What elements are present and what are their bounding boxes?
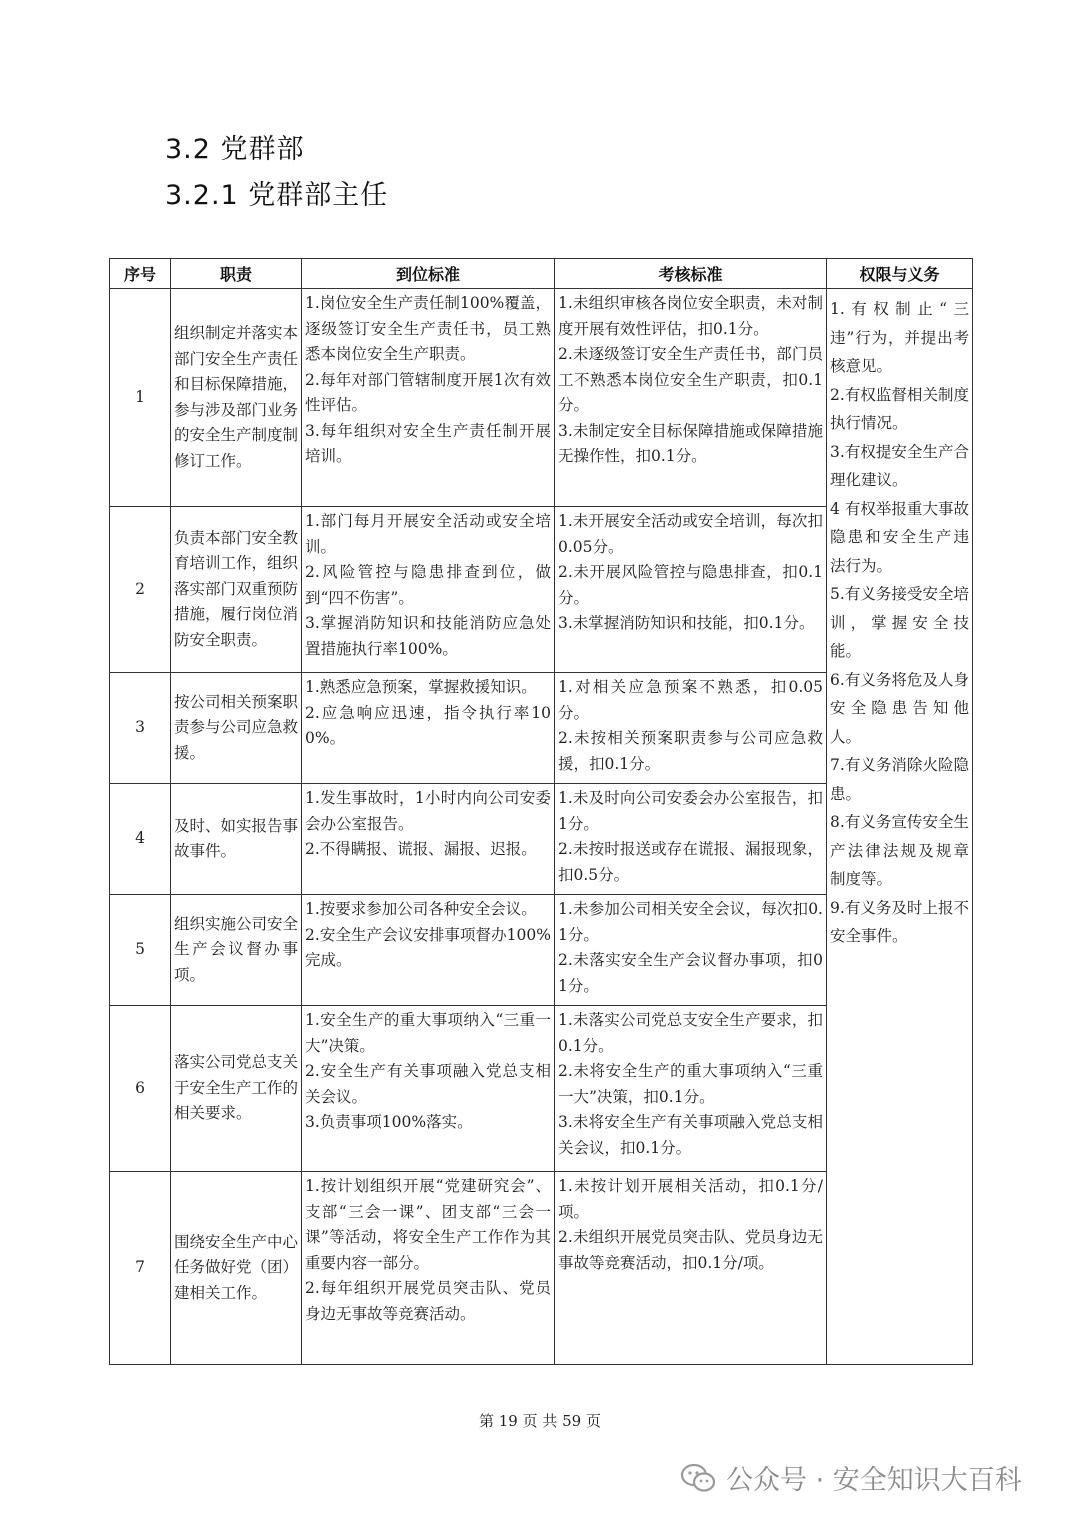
assessment-cell	[555, 673, 827, 784]
assessment-item: 3.未将安全生产有关事项融入党总支相关会议，扣0.1分。	[558, 1113, 823, 1157]
standard-item: 2.安全生产有关事项融入党总支相关会议。	[305, 1062, 551, 1106]
rights-item: 5.有义务接受安全培训，掌握安全技能。	[830, 585, 969, 660]
header-rights: 权限与义务	[827, 259, 973, 289]
duty-cell: 组织制定并落实本部门安全生产责任和目标保障措施，参与涉及部门业务的安全生产制度制修订工作。	[171, 289, 302, 507]
table-header-row	[110, 259, 973, 289]
duty-cell: 组织实施公司安全生产会议督办事项。	[171, 895, 302, 1006]
row-number: 6	[110, 1006, 171, 1172]
assessment-cell	[555, 784, 827, 895]
row-number: 3	[110, 673, 171, 784]
standard-item: 2.安全生产会议安排事项督办100%完成。	[305, 925, 551, 969]
assessment-item: 2.未落实安全生产会议督办事项，扣0 1分。	[558, 951, 823, 995]
standard-item: 1.安全生产的重大事项纳入“三重一大”决策。	[305, 1011, 551, 1055]
row-number: 5	[110, 895, 171, 1006]
page-number: 第 19 页 共 59 页	[478, 1412, 601, 1430]
standard-cell	[302, 895, 555, 1006]
duty-cell: 及时、如实报告事故事件。	[171, 784, 302, 895]
standard-item: 2.不得瞒报、谎报、漏报、迟报。	[305, 840, 537, 858]
assessment-item: 1.未按计划开展相关活动，扣0.1分/项。	[558, 1177, 823, 1221]
standard-item: 2.风险管控与隐患排查到位，做到“四不伤害”。	[305, 563, 551, 607]
assessment-cell	[555, 507, 827, 673]
standard-item: 1.熟悉应急预案，掌握救援知识。	[305, 678, 537, 696]
assessment-item: 2.未逐级签订安全生产责任书，部门员工不熟悉本岗位安全生产职责，扣0.1分。	[558, 345, 823, 414]
standard-item: 1.按计划组织开展“党建研究会”、支部“三会一课”、团支部“三会一课”等活动，将安全生产工作作为其重要内容一部分。	[305, 1177, 551, 1272]
standard-item: 2.每年组织开展党员突击队、党员身边无事故等竞赛活动。	[305, 1279, 551, 1323]
assessment-item: 2.未将安全生产的重大事项纳入“三重一大”决策，扣0.1分。	[558, 1062, 823, 1106]
standard-item: 1.部门每月开展安全活动或安全培训。	[305, 512, 551, 556]
watermark-text: 公众号 · 安全知识大百科	[726, 1465, 1022, 1496]
standard-item: 3.每年组织对安全生产责任制开展培训。	[305, 421, 551, 465]
header-no: 序号	[110, 259, 171, 289]
standard-item: 1.发生事故时，1小时内向公司安委会办公室报告。	[305, 789, 551, 833]
duty-cell: 按公司相关预案职责参与公司应急救援。	[171, 673, 302, 784]
header-duty: 职责	[171, 259, 302, 289]
standard-item: 1.岗位安全生产责任制100%覆盖，逐级签订安全生产责任书，员工熟悉本岗位安全生产职责。	[305, 294, 551, 363]
assessment-item: 2.未按相关预案职责参与公司应急救援，扣0.1分。	[558, 729, 823, 773]
assessment-cell	[555, 1172, 827, 1365]
assessment-item: 3.未制定安全目标保障措施或保障措施无操作性，扣0.1分。	[558, 421, 823, 465]
row-number: 7	[110, 1172, 171, 1365]
standard-item: 3.负责事项100%落实。	[305, 1113, 473, 1131]
subsection-heading: 3.2.1 党群部主任	[165, 180, 389, 211]
section-heading: 3.2 党群部	[165, 134, 305, 165]
rights-cell	[827, 289, 973, 1365]
duty-cell: 围绕安全生产中心任务做好党（团）建相关工作。	[171, 1172, 302, 1365]
header-standard: 到位标准	[302, 259, 555, 289]
header-assessment: 考核标准	[555, 259, 827, 289]
rights-item: 8.有义务宣传安全生产法律法规及规章制度等。	[830, 813, 969, 888]
rights-item: 4 有权举报重大事故隐患和安全生产违法行为。	[830, 499, 969, 575]
assessment-item: 1.未参加公司相关安全会议，每次扣0.1分。	[558, 900, 823, 944]
rights-item: 3.有权提安全生产合理化建议。	[830, 442, 969, 489]
rights-item: 6.有义务将危及人身安全隐患告知他人。	[830, 670, 969, 746]
row-number: 1	[110, 289, 171, 507]
standard-item: 3.掌握消防知识和技能消防应急处置措施执行率100%。	[305, 614, 551, 658]
responsibility-table	[109, 258, 973, 1365]
standard-cell	[302, 507, 555, 673]
wechat-watermark	[680, 1458, 1022, 1497]
rights-item: 2.有权监督相关制度执行情况。	[830, 385, 969, 432]
assessment-item: 1.未组织审核各岗位安全职责，未对制度开展有效性评估，扣0.1分。	[558, 294, 823, 338]
assessment-cell	[555, 1006, 827, 1172]
standard-item: 1.按要求参加公司各种安全会议。	[305, 900, 537, 918]
assessment-item: 1.未开展安全活动或安全培训，每次扣0.05分。	[558, 512, 823, 556]
standard-cell	[302, 673, 555, 784]
rights-item: 7.有义务消除火险隐患。	[830, 756, 969, 803]
assessment-item: 2.未按时报送或存在谎报、漏报现象，扣0.5分。	[558, 840, 823, 884]
standard-cell	[302, 289, 555, 507]
assessment-item: 1.对相关应急预案不熟悉，扣0.05分。	[558, 678, 823, 722]
rights-item: 9.有义务及时上报不安全事件。	[830, 898, 969, 945]
assessment-item: 1.未落实公司党总支安全生产要求，扣0.1分。	[558, 1011, 823, 1055]
assessment-item: 2.未开展风险管控与隐患排查，扣0.1分。	[558, 563, 823, 607]
table-row	[110, 289, 973, 507]
standard-item: 2.应急响应迅速，指令执行率100%。	[305, 703, 551, 747]
assessment-item: 2.未组织开展党员突击队、党员身边无事故等竞赛活动，扣0.1分/项。	[558, 1228, 823, 1272]
duty-cell: 负责本部门安全教育培训工作，组织落实部门双重预防措施，履行岗位消防安全职责。	[171, 507, 302, 673]
standard-cell	[302, 784, 555, 895]
standard-cell	[302, 1006, 555, 1172]
standard-cell	[302, 1172, 555, 1365]
row-number: 4	[110, 784, 171, 895]
duty-cell: 落实公司党总支关于安全生产工作的相关要求。	[171, 1006, 302, 1172]
row-number: 2	[110, 507, 171, 673]
assessment-cell	[555, 895, 827, 1006]
assessment-item: 3.未掌握消防知识和技能，扣0.1分。	[558, 614, 815, 632]
wechat-icon	[680, 1462, 716, 1494]
assessment-cell	[555, 289, 827, 507]
standard-item: 2.每年对部门管辖制度开展1次有效性评估。	[305, 370, 551, 414]
assessment-item: 1.未及时向公司安委会办公室报告，扣1分。	[558, 789, 823, 833]
rights-item: 1.有权制止“三违”行为，并提出考核意见。	[830, 300, 969, 375]
